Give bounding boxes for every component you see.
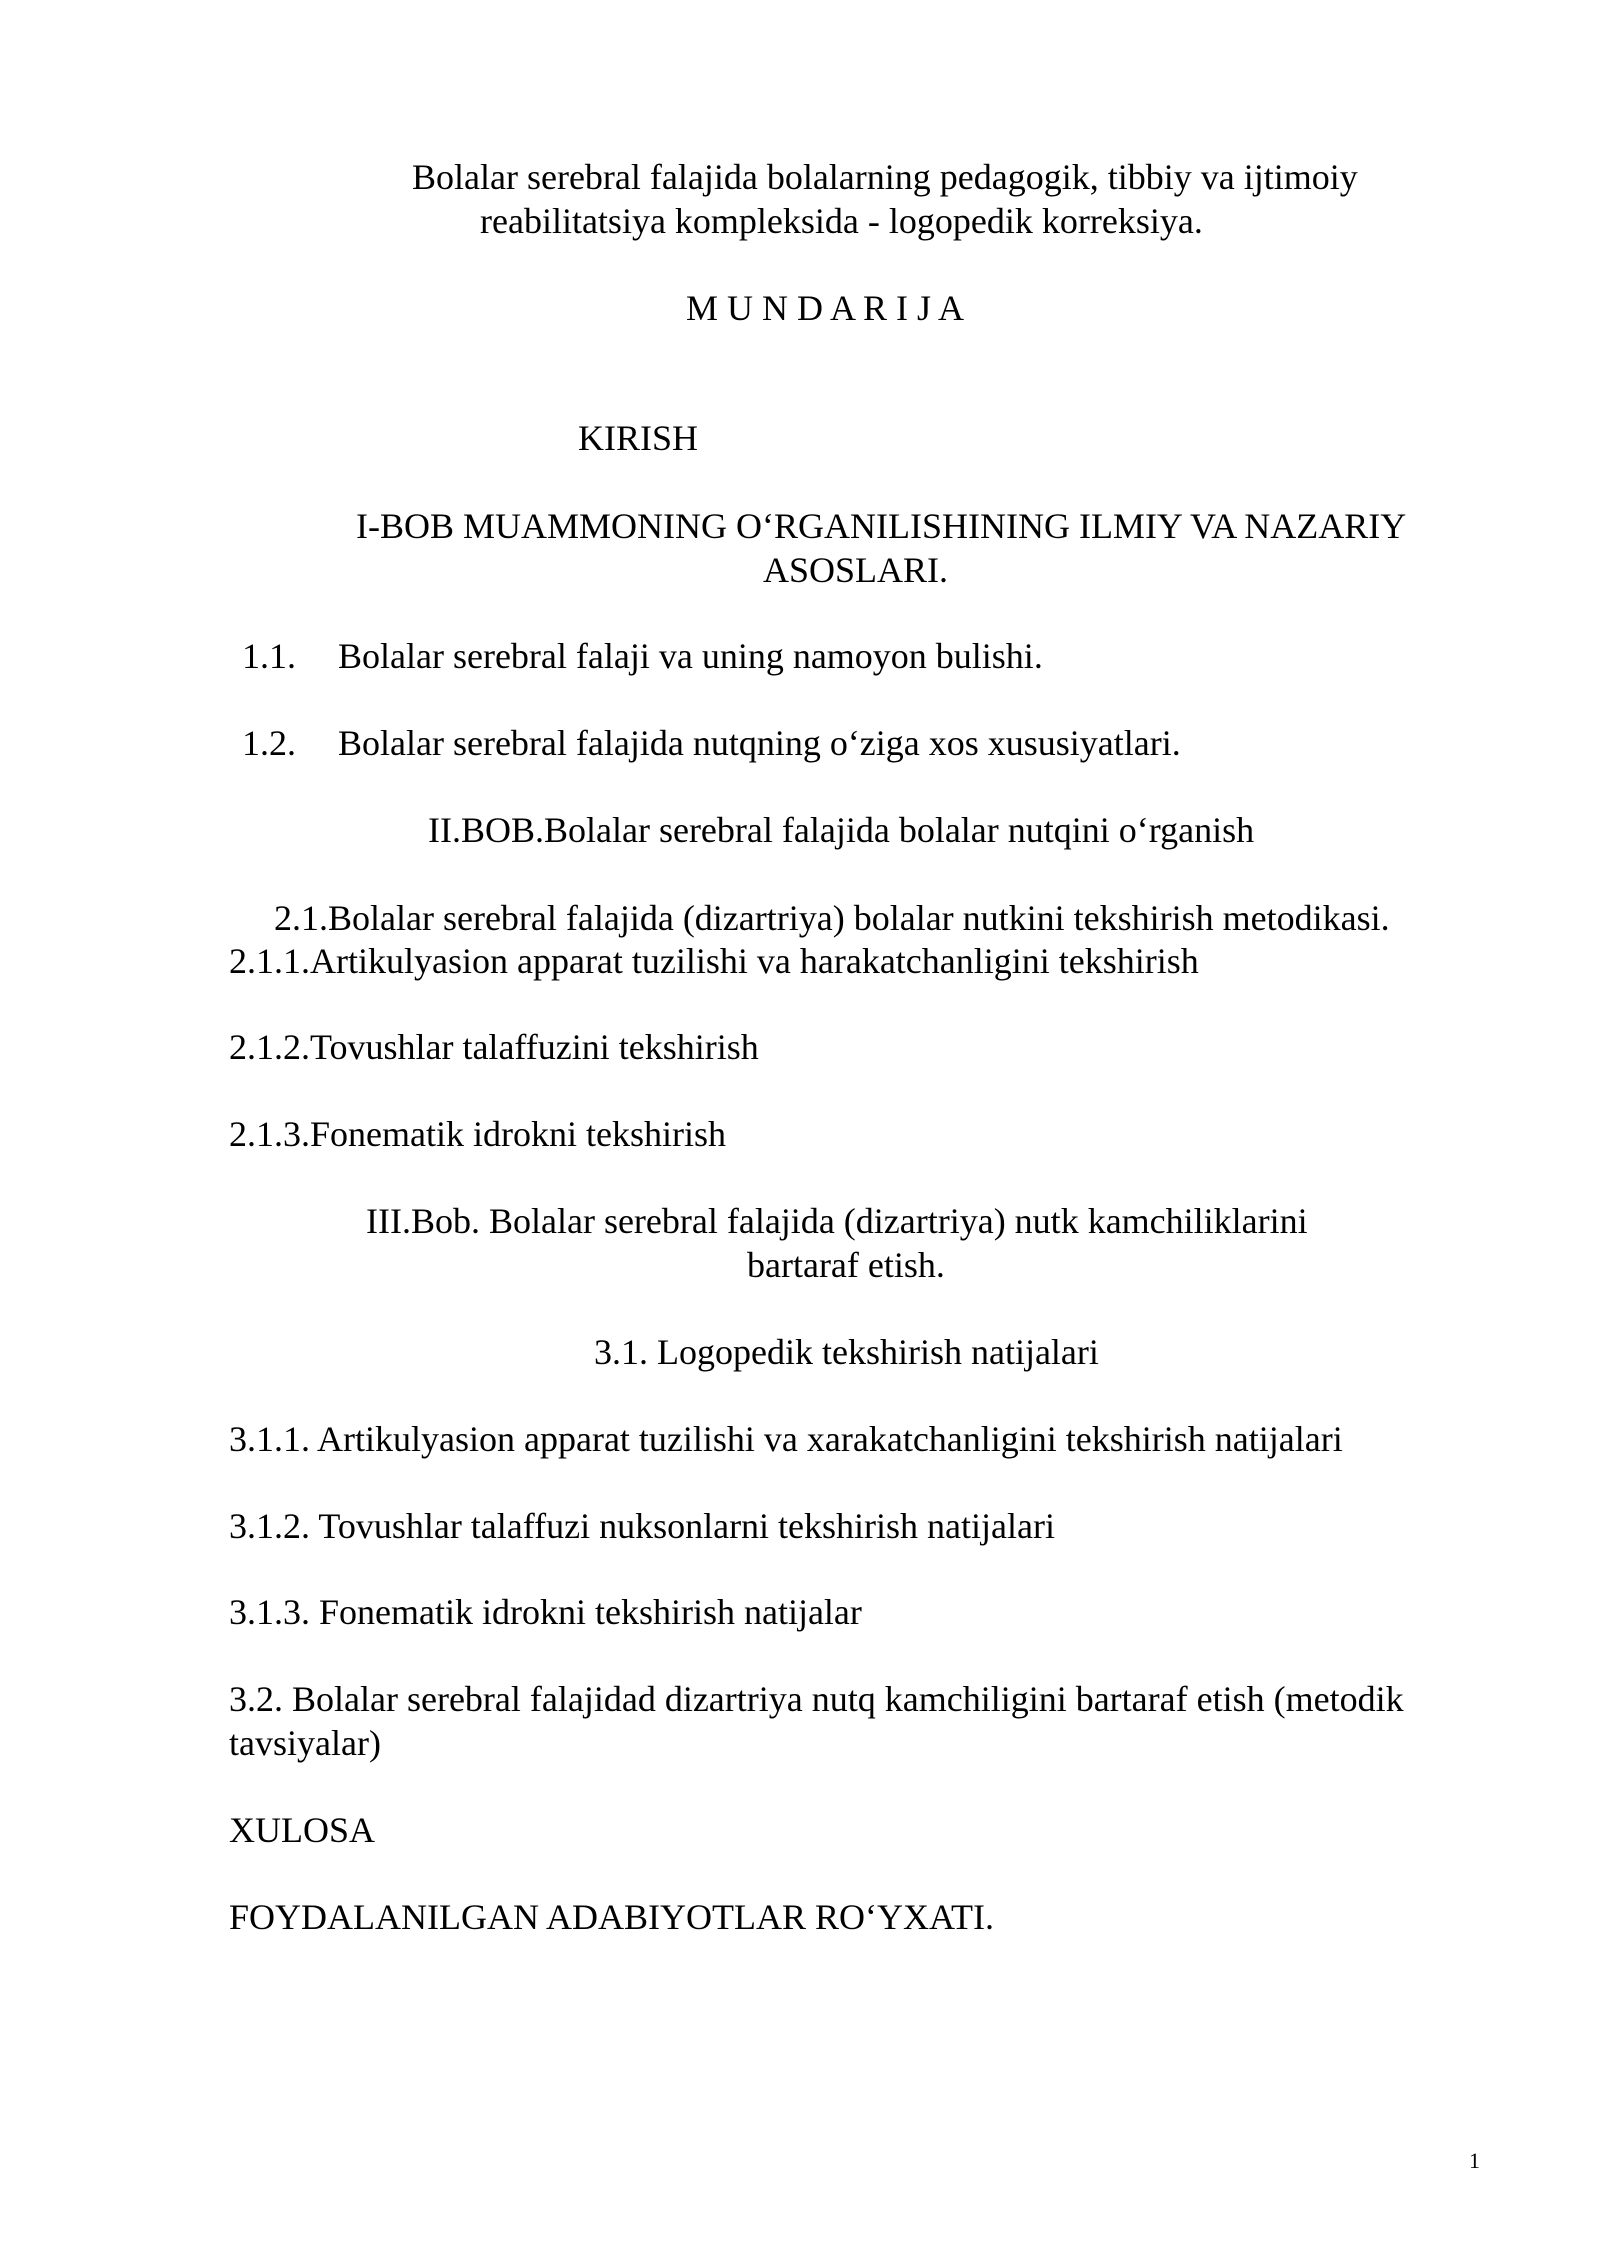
toc-section-2-1-2: 2.1.2.Tovushlar talaffuzini tekshirish (229, 1027, 759, 1067)
toc-conclusion: XULOSA (229, 1810, 376, 1850)
toc-chapter3-line-2: bartaraf etish. (747, 1245, 945, 1285)
toc-section-2-1-1: 2.1.1.Artikulyasion apparat tuzilishi va harakatchanligini tekshirish (229, 941, 1199, 981)
toc-section-3-1-2: 3.1.2. Tovushlar talaffuzi nuksonlarni tekshirish natijalari (229, 1506, 1055, 1546)
toc-chapter2: II.BOB.Bolalar serebral falajida bolalar nutqini o‘rganish (428, 810, 1255, 850)
toc-section-3-2-line-2: tavsiyalar) (229, 1723, 381, 1763)
toc-section-2-1: 2.1.Bolalar serebral falajida (dizartriya) bolalar nutkini tekshirish metodikasi. (274, 898, 1390, 938)
section-number: 1.1. (242, 636, 296, 676)
toc-chapter3-line-1: III.Bob. Bolalar serebral falajida (dizartriya) nutk kamchiliklarini (366, 1201, 1308, 1241)
section-title: Bolalar serebral falaji va uning namoyon bulishi. (338, 636, 1043, 676)
toc-section-3-1-1: 3.1.1. Artikulyasion apparat tuzilishi va xarakatchanligini tekshirish natijalari (229, 1419, 1343, 1459)
toc-intro: KIRISH (578, 418, 699, 458)
toc-section-3-2-line-1: 3.2. Bolalar serebral falajidad dizartriya nutq kamchiligini bartaraf etish (metodik (229, 1679, 1404, 1719)
toc-references: FOYDALANILGAN ADABIYOTLAR RO‘YXATI. (229, 1897, 994, 1937)
toc-chapter1-line-2: ASOSLARI. (763, 550, 949, 590)
toc-section-2-1-3: 2.1.3.Fonematik idrokni tekshirish (229, 1114, 726, 1154)
section-number: 1.2. (242, 723, 296, 763)
toc-section-1-1 (242, 634, 1043, 678)
toc-chapter1-line-1: I-BOB MUAMMONING O‘RGANILISHINING ILMIY VA NAZARIY (356, 506, 1407, 546)
toc-heading: M U N D A R I J A (686, 288, 965, 328)
toc-section-3-1: 3.1. Logopedik tekshirish natijalari (594, 1332, 1099, 1372)
toc-section-3-1-3: 3.1.3. Fonematik idrokni tekshirish natijalar (229, 1592, 862, 1632)
document-title-line-1: Bolalar serebral falajida bolalarning pedagogik, tibbiy va ijtimoiy (412, 157, 1358, 197)
document-title-line-2: reabilitatsiya kompleksida - logopedik korreksiya. (480, 201, 1203, 241)
section-title: Bolalar serebral falajida nutqning o‘ziga xos xususiyatlari. (338, 723, 1181, 763)
toc-section-1-2 (242, 721, 1181, 765)
page-number: 1 (1469, 2148, 1480, 2173)
